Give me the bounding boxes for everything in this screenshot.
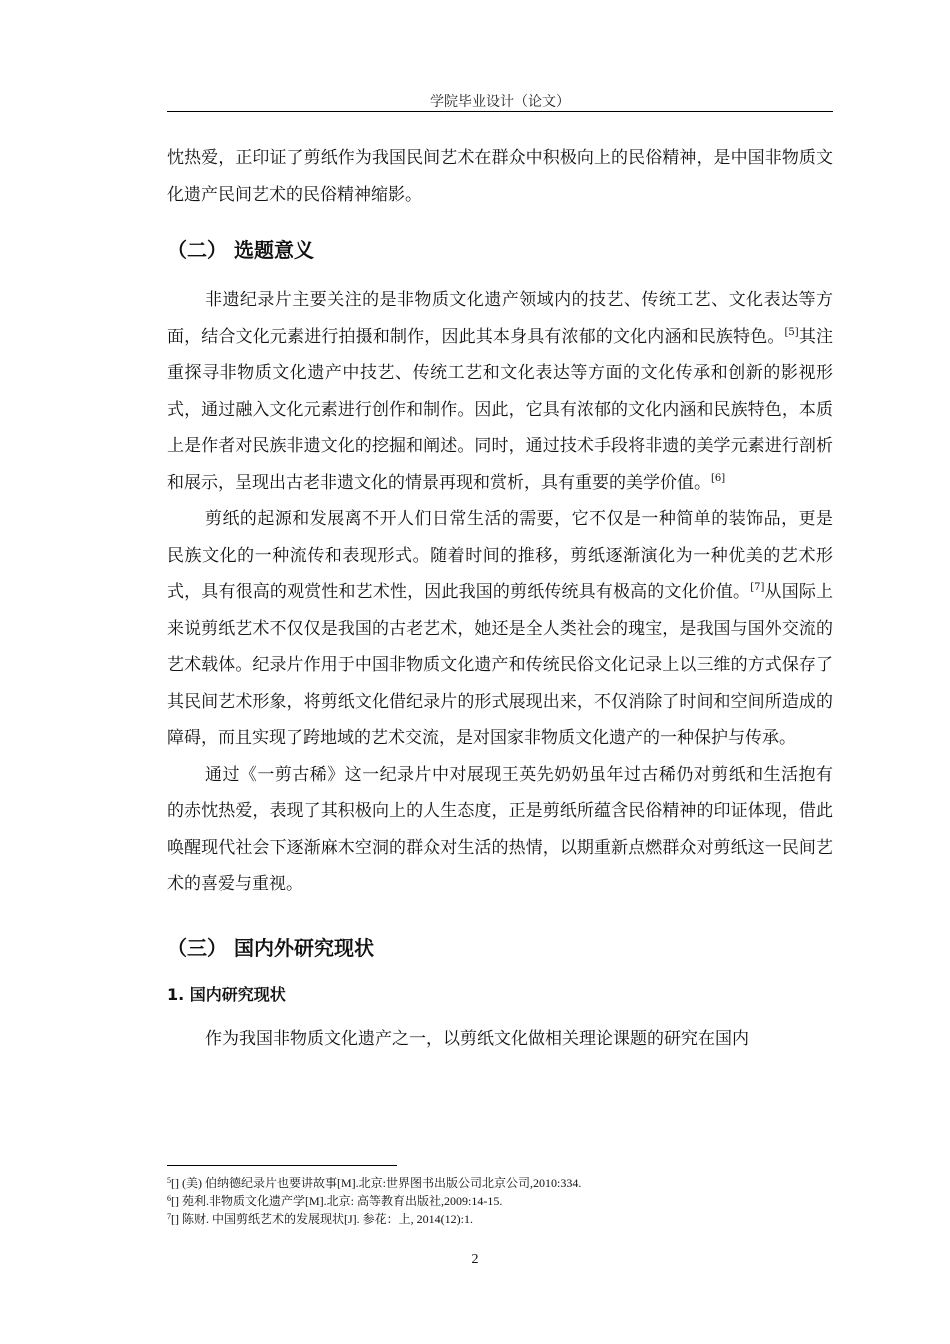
significance-paragraph-3: 通过《一剪古稀》这一纪录片中对展现王英先奶奶虽年过古稀仍对剪纸和生活抱有的赤忱热爱，表现了其积极向上的人生态度，正是剪纸所蕴含民俗精神的印证体现，借此唤醒现代社会下逐渐麻木空洞的群众对生活的热情，以期重新点燃群众对剪纸这一民间艺术的喜爱与重视。 bbox=[167, 764, 833, 894]
section-heading-research-status: （三） 国内外研究现状 bbox=[167, 935, 374, 960]
footnote-divider bbox=[167, 1165, 397, 1166]
header-divider bbox=[167, 111, 833, 112]
body-content bbox=[167, 140, 833, 1057]
footnote-text: [] 苑利.非物质文化遗产学[M].北京: 高等教育出版社,2009:14-15. bbox=[171, 1194, 503, 1208]
domestic-research-paragraph: 作为我国非物质文化遗产之一，以剪纸文化做相关理论课题的研究在国内 bbox=[205, 1028, 749, 1049]
continuation-paragraph: 忱热爱，正印证了剪纸作为我国民间艺术在群众中积极向上的民俗精神，是中国非物质文化遗产民间艺术的民俗精神缩影。 bbox=[167, 148, 833, 205]
footnote-6 bbox=[167, 1192, 833, 1210]
significance-paragraph-2 bbox=[167, 501, 833, 757]
paragraph-text: 剪纸的起源和发展离不开人们日常生活的需要，它不仅是一种简单的装饰品，更是民族文化的一种流传和表现形式。随着时间的推移，剪纸逐渐演化为一种优美的艺术形式，具有很高的观赏性和艺术性，因此我国的剪纸传统具有极高的文化价值。 bbox=[167, 509, 833, 602]
footnote-mark: 6 bbox=[167, 1194, 171, 1203]
footnote-7 bbox=[167, 1210, 833, 1228]
paragraph-text: 从国际上来说剪纸艺术不仅仅是我国的古老艺术，她还是全人类社会的瑰宝，是我国与国外交流的艺术载体。纪录片作用于中国非物质文化遗产和传统民俗文化记录上以三维的方式保存了其民间艺术形象，将剪纸文化借纪录片的形式展现出来，不仅消除了时间和空间所造成的障碍，而且实现了跨地域的艺术交流，是对国家非物质文化遗产的一种保护与传承。 bbox=[167, 582, 834, 748]
citation-ref-7[interactable]: [7] bbox=[750, 582, 765, 593]
footnote-text: [] (美) 伯纳德纪录片也要讲故事[M].北京:世界图书出版公司北京公司,2010:334. bbox=[171, 1176, 582, 1190]
citation-ref-6[interactable]: [6] bbox=[711, 472, 726, 484]
running-header: 学院毕业设计（论文） bbox=[430, 94, 570, 110]
footnote-5 bbox=[167, 1174, 833, 1192]
footnote-text: [] 陈财. 中国剪纸艺术的发展现状[J]. 参花：上, 2014(12):1. bbox=[171, 1212, 473, 1226]
paragraph-text: 其注重探寻非物质文化遗产中技艺、传统工艺和文化表达等方面的文化传承和创新的影视形式，通过融入文化元素进行创作和制作。因此，它具有浓郁的文化内涵和民族特色，本质上是作者对民族非遗文化的挖掘和阐述。同时，通过技术手段将非遗的美学元素进行剖析和展示，呈现出古老非遗文化的情景再现和赏析，具有重要的美学价值。 bbox=[167, 326, 834, 493]
footnote-mark: 5 bbox=[167, 1176, 171, 1185]
subsection-heading-domestic: 1. 国内研究现状 bbox=[167, 984, 286, 1004]
footnote-mark: 7 bbox=[167, 1212, 171, 1221]
section-heading-significance: （二） 选题意义 bbox=[167, 238, 314, 262]
significance-paragraph-1 bbox=[167, 282, 833, 501]
paragraph-text: 非遗纪录片主要关注的是非物质文化遗产领域内的技艺、传统工艺、文化表达等方面，结合文化元素进行拍摄和制作，因此其本身具有浓郁的文化内涵和民族特色。 bbox=[167, 290, 833, 347]
footnotes bbox=[167, 1174, 833, 1228]
citation-ref-5[interactable]: [5] bbox=[784, 326, 799, 338]
page-number: 2 bbox=[471, 1252, 479, 1267]
